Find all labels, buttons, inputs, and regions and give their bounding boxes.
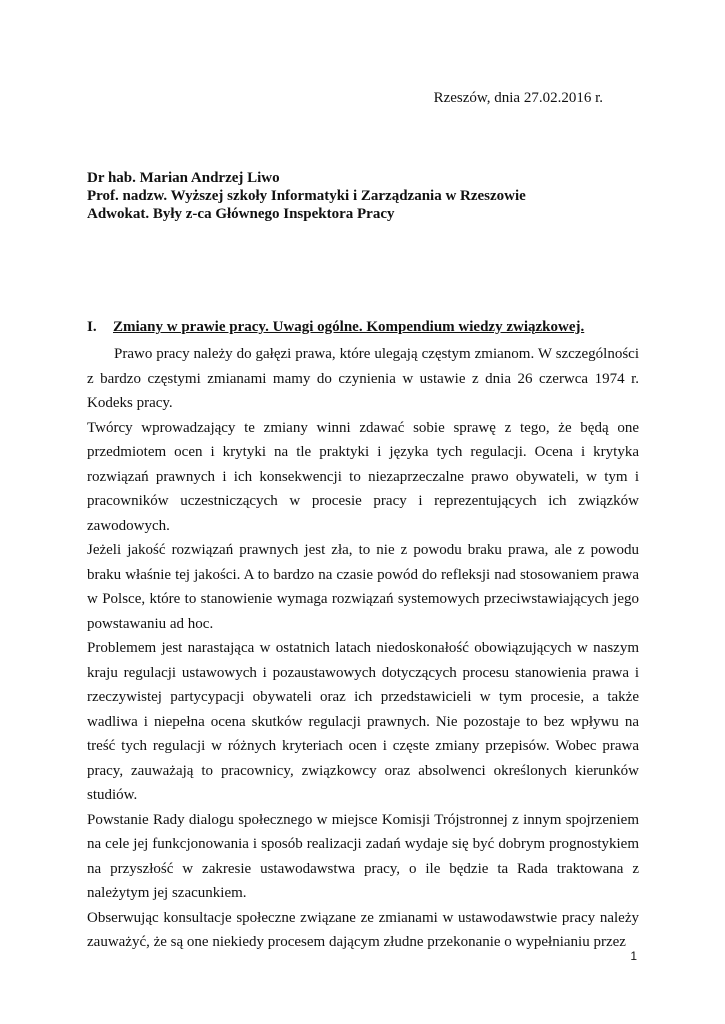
paragraph: Prawo pracy należy do gałęzi prawa, które ulegają częstym zmianom. W szczególności z bardzo częstymi zmianami mamy do czynienia w ustawie z dnia 26 czerwca 1974 r. Kodeks pracy. (87, 346, 639, 411)
author-block (87, 169, 526, 223)
section-number: I. (87, 319, 97, 335)
author-role: Adwokat. Były z-ca Głównego Inspektora Pracy (87, 206, 395, 222)
author-name: Dr hab. Marian Andrzej Liwo (87, 170, 280, 186)
paragraph: Obserwując konsultacje społeczne związane ze zmianami w ustawodawstwie pracy należy zauważyć, że są one niekiedy procesem dającym złudne przekonanie o wypełnianiu przez (87, 909, 639, 950)
body-text (87, 342, 639, 955)
page-number: 1 (630, 949, 637, 963)
paragraph: Jeżeli jakość rozwiązań prawnych jest zła, to nie z powodu braku prawa, ale z powodu braku właśnie tej jakości. A to bardzo na czasie powód do refleksji nad stosowaniem prawa w Polsce, które to stanowienie wymaga rozwiązań systemowych przeciwstawiających jego powstawaniu ad hoc. (87, 542, 639, 632)
date-line: Rzeszów, dnia 27.02.2016 r. (433, 90, 603, 106)
paragraph: Problemem jest narastająca w ostatnich latach niedoskonałość obowiązujących w naszym kraju regulacji ustawowych i pozaustawowych dotyczących procesu stanowienia prawa i rzeczywistej partycypacji obywateli oraz ich przedstawicieli w tym procesie, a także wadliwa i niepełna ocena skutków regulacji prawnych. Nie pozostaje to bez wpływu na treść tych regulacji w różnych kryteriach ocen i częste zmiany przepisów. Wobec prawa pracy, zauważają to pracownicy, związkowcy oraz absolwenci określonych kierunków studiów. (87, 640, 639, 803)
paragraph: Powstanie Rady dialogu społecznego w miejsce Komisji Trójstronnej z innym spojrzeniem na cele jej funkcjonowania i sposób realizacji zadań wydaje się być dobrym prognostykiem na przyszłość w zakresie ustawodawstwa pracy, o ile będzie ta Rada traktowana z należytym jej szacunkiem. (87, 811, 639, 901)
section-heading (87, 318, 584, 336)
section-title: Zmiany w prawie pracy. Uwagi ogólne. Kompendium wiedzy związkowej. (113, 319, 585, 335)
author-position: Prof. nadzw. Wyższej szkoły Informatyki i Zarządzania w Rzeszowie (87, 188, 526, 204)
paragraph: Twórcy wprowadzający te zmiany winni zdawać sobie sprawę z tego, że będą one przedmiotem ocen i krytyki na tle praktyki i języka tych regulacji. Ocena i krytyka rozwiązań prawnych i ich konsekwencji to niezaprzeczalne prawo obywateli, w tym i pracowników uczestniczących w procesie pracy i reprezentujących ich związków zawodowych. (87, 419, 639, 534)
